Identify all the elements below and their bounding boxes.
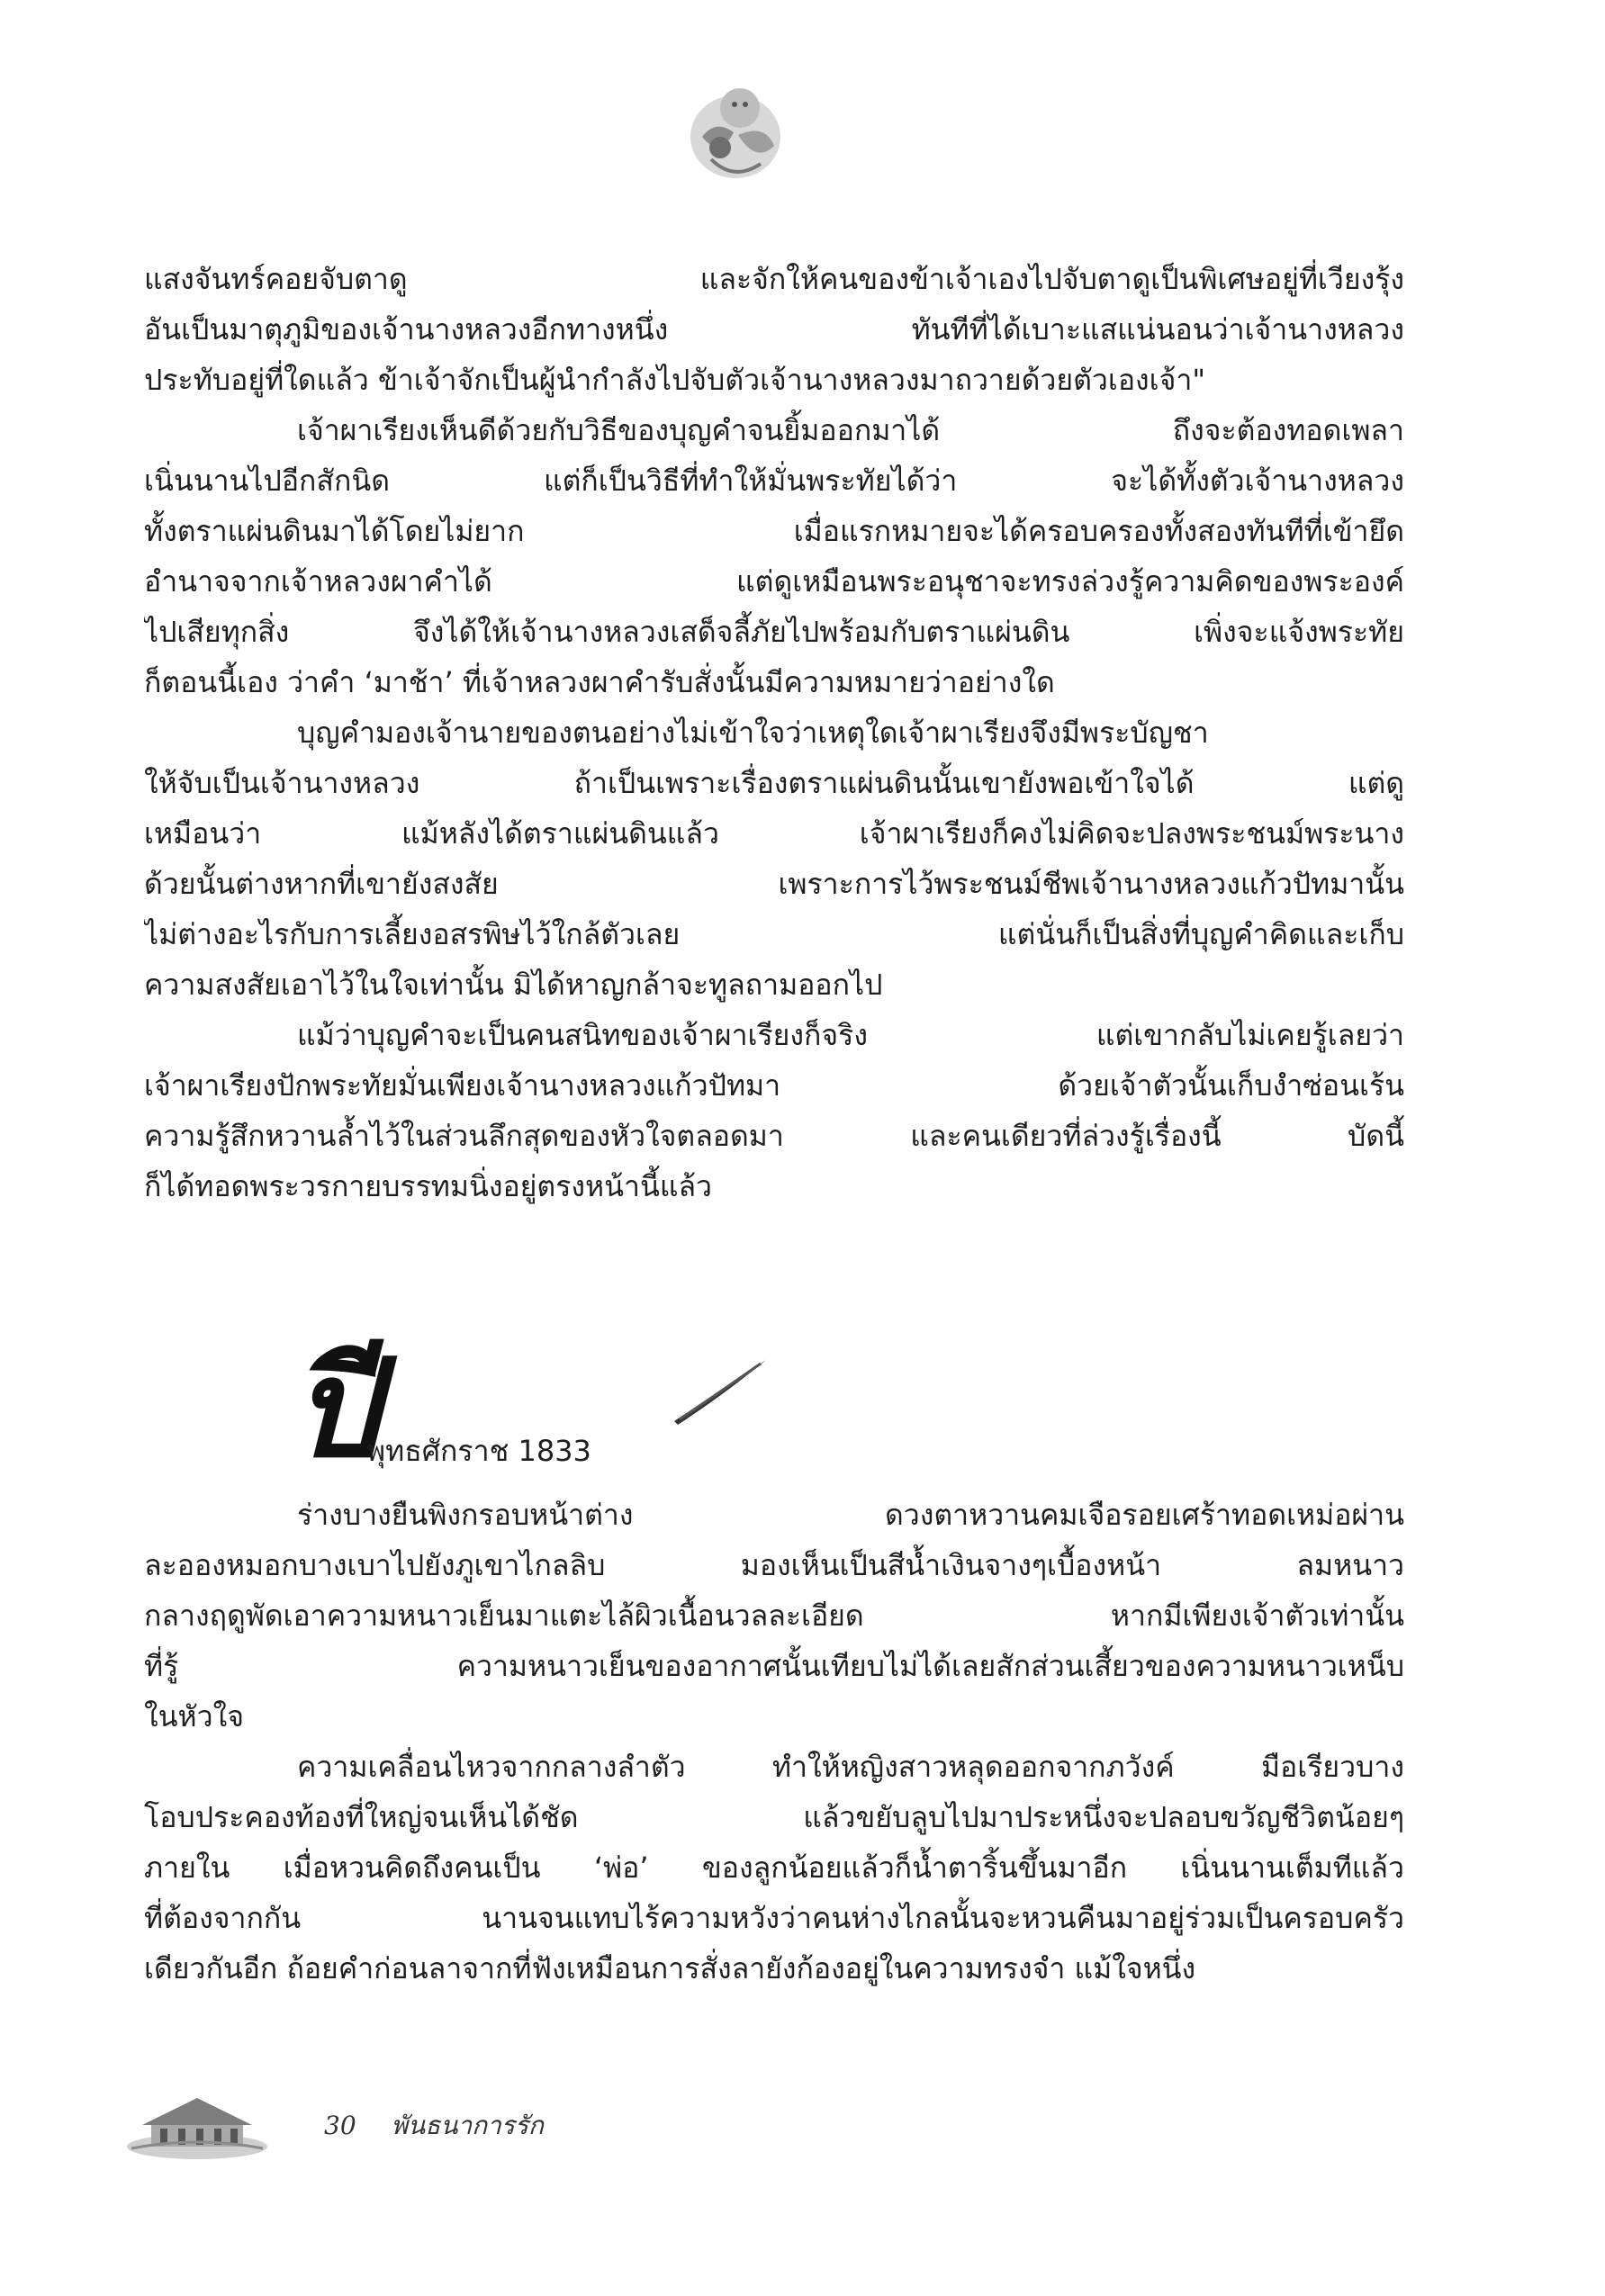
page-footer <box>324 2106 571 2146</box>
text-line: แม้ว่าบุญคำจะเป็นคนสนิทของเจ้าผาเรียงก็จริง แต่เขากลับไม่เคยรู้เลยว่า <box>297 1018 1404 1052</box>
text-line: เนิ่นนานไปอีกสักนิด แต่ก็เป็นวิธีที่ทำให้มั่นพระทัยได้ว่า จะได้ทั้งตัวเจ้านางหลวง <box>144 464 1404 498</box>
text-line: เจ้าผาเรียงปักพระทัยมั่นเพียงเจ้านางหลวงแก้วปัทมา ด้วยเจ้าตัวนั้นเก็บงำซ่อนเร้น <box>144 1068 1404 1103</box>
text-line: แสงจันทร์คอยจับตาดู และจักให้คนของข้าเจ้าเองไปจับตาดูเป็นพิเศษอยู่ที่เวียงรุ้ง <box>144 262 1404 296</box>
text-line: อำนาจจากเจ้าหลวงผาคำได้ แต่ดูเหมือนพระอนุชาจะทรงล่วงรู้ความคิดของพระองค์ <box>144 564 1404 599</box>
text-line: กลางฤดูพัดเอาความหนาวเย็นมาแตะไล้ผิวเนื้อนวลละเอียด หากมีเพียงเจ้าตัวเท่านั้น <box>144 1598 1404 1633</box>
text-line: ภายใน เมื่อหวนคิดถึงคนเป็น ‘พ่อ’ ของลูกน้อยแล้วก็น้ำตาริ้นขึ้นมาอีก เนิ่นนานเต็มทีแล้ว <box>144 1850 1404 1885</box>
text-line: เหมือนว่า แม้หลังได้ตราแผ่นดินแล้ว เจ้าผาเรียงก็คงไม่คิดจะปลงพระชนม์พระนาง <box>144 816 1404 851</box>
text-line: ก็ได้ทอดพระวรกายบรรทมนิ่งอยู่ตรงหน้านี้แล้ว <box>144 1169 713 1203</box>
text-line: ที่ต้องจากกัน นานจนแทบไร้ความหวังว่าคนห่างไกลนั้นจะหวนคืนมาอยู่ร่วมเป็นครอบครัว <box>144 1901 1404 1935</box>
text-line: ความรู้สึกหวานล้ำไว้ในส่วนลึกสุดของหัวใจตลอดมา และคนเดียวที่ล่วงรู้เรื่องนี้ บัดนี้ <box>144 1119 1404 1153</box>
text-line: ทั้งตราแผ่นดินมาได้โดยไม่ยาก เมื่อแรกหมายจะได้ครอบครองทั้งสองทันทีที่เข้ายึด <box>144 514 1404 548</box>
text-line: อันเป็นมาตุภูมิของเจ้านางหลวงอีกทางหนึ่ง ทันทีที่ได้เบาะแสแน่นอนว่าเจ้านางหลวง <box>144 312 1404 347</box>
text-line: ในหัวใจ <box>144 1699 244 1733</box>
text-line: เจ้าผาเรียงเห็นดีด้วยกับวิธีของบุญคำจนยิ้มออกมาได้ ถึงจะต้องทอดเพลา <box>297 413 1404 447</box>
text-line: ไปเสียทุกสิ่ง จึงได้ให้เจ้านางหลวงเสด็จลี้ภัยไปพร้อมกับตราแผ่นดิน เพิ่งจะแจ้งพระทัย <box>144 615 1404 649</box>
body-text-bottom <box>144 1490 1404 1994</box>
drop-cap: ปี <box>293 1329 379 1488</box>
text-line: ให้จับเป็นเจ้านางหลวง ถ้าเป็นเพราะเรื่องตราแผ่นดินนั้นเขายังพอเข้าใจได้ แต่ดู <box>144 766 1404 800</box>
text-line: ประทับอยู่ที่ใดแล้ว ข้าเจ้าจักเป็นผู้นำกำลังไปจับตัวเจ้านางหลวงมาถวายด้วยตัวเองเจ้า" <box>144 363 1206 397</box>
text-line: ด้วยนั้นต่างหากที่เขายังสงสัย เพราะการไว้พระชนม์ชีพเจ้านางหลวงแก้วปัทมานั้น <box>144 867 1404 901</box>
brush-stroke-icon <box>671 1355 770 1427</box>
text-line: ร่างบางยืนพิงกรอบหน้าต่าง ดวงตาหวานคมเจือรอยเศร้าทอดเหม่อผ่าน <box>297 1498 1404 1532</box>
text-line: ไม่ต่างอะไรกับการเลี้ยงอสรพิษไว้ใกล้ตัวเลย แต่นั่นก็เป็นสิ่งที่บุญคำคิดและเก็บ <box>144 917 1404 951</box>
text-line: ความเคลื่อนไหวจากกลางลำตัว ทำให้หญิงสาวหลุดออกจากภวังค์ มือเรียวบาง <box>297 1750 1404 1784</box>
text-line: ที่รู้ ความหนาวเย็นของอากาศนั้นเทียบไม่ได้เลยสักส่วนเสี้ยวของความหนาวเหน็บ <box>144 1649 1404 1683</box>
text-line: ความสงสัยเอาไว้ในใจเท่านั้น มิได้หาญกล้าจะทูลถามออกไป <box>144 968 883 1002</box>
text-line: ก็ตอนนี้เอง ว่าคำ ‘มาช้า’ ที่เจ้าหลวงผาคำรับสั่งนั้นมีความหมายว่าอย่างใด <box>144 665 1055 699</box>
text-line: ละอองหมอกบางเบาไปยังภูเขาไกลลิบ มองเห็นเป็นสีน้ำเงินจางๆเบื้องหน้า ลมหนาว <box>144 1548 1404 1582</box>
chapter-heading <box>293 1329 923 1488</box>
text-line: บุญคำมองเจ้านายของตนอย่างไม่เข้าใจว่าเหตุใดเจ้าผาเรียงจึงมีพระบัญชา <box>297 716 1209 750</box>
text-line: โอบประคองท้องที่ใหญ่จนเห็นได้ชัด แล้วขยับลูบไปมาประหนึ่งจะปลอบขวัญชีวิตน้อยๆ <box>144 1800 1404 1834</box>
book-title: พันธนาการรัก <box>391 2111 544 2140</box>
chapter-year: พุทธศักราช 1833 <box>366 1434 591 1468</box>
body-text-top <box>144 254 1404 1211</box>
page-number: 30 <box>324 2111 356 2140</box>
temple-ornament-icon <box>124 2093 270 2160</box>
text-line: เดียวกันอีก ถ้อยคำก่อนลาจากที่ฟังเหมือนการสั่งลายังก้องอยู่ในความทรงจำ แม้ใจหนึ่ง <box>144 1951 1196 1985</box>
cupid-ornament-icon <box>684 74 788 186</box>
